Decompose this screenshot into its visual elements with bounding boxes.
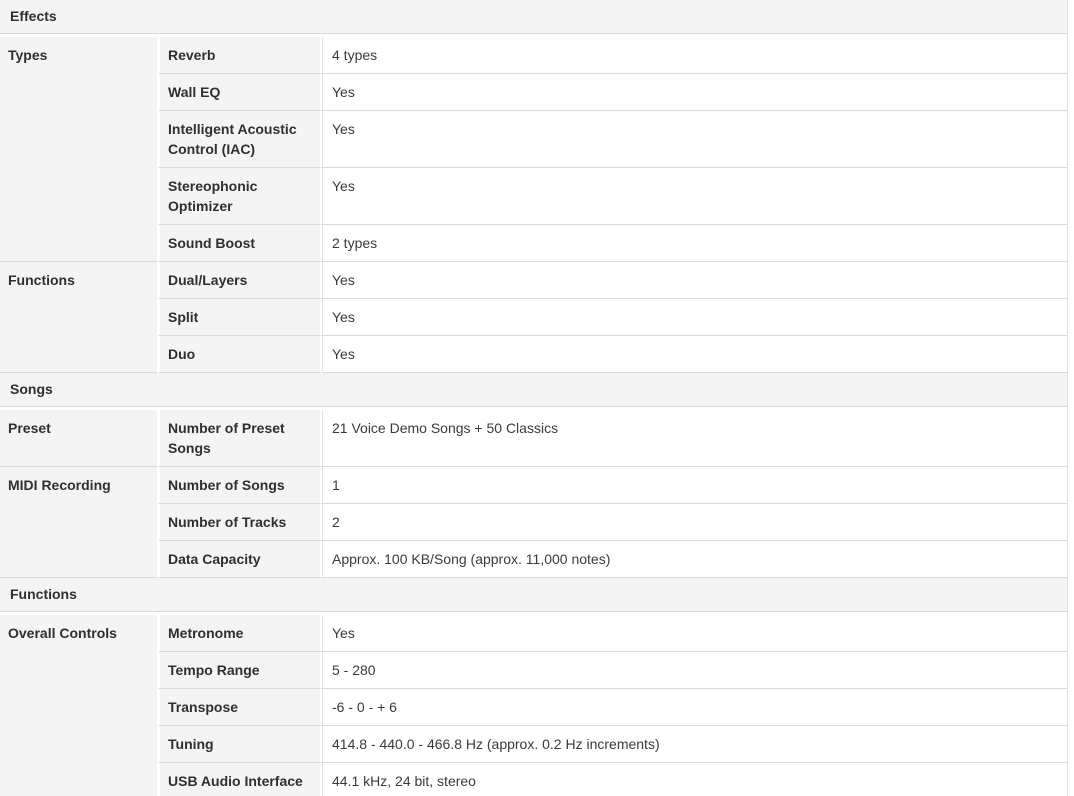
spec-value-cell: 2: [322, 504, 1067, 541]
spec-value-cell: Yes: [322, 336, 1067, 373]
section-rows: [0, 410, 1067, 578]
group-name-cell: Preset: [0, 410, 157, 467]
spec-value-cell: 2 types: [322, 225, 1067, 262]
spec-label-cell: Duo: [157, 336, 322, 373]
spec-label-cell: Reverb: [157, 37, 322, 74]
spec-value-cell: Yes: [322, 299, 1067, 336]
section-rows: [0, 37, 1067, 373]
group-name-cell: Types: [0, 37, 157, 262]
spec-label-cell: Number of Preset Songs: [157, 410, 322, 467]
spec-label-cell: USB Audio Interface: [157, 763, 322, 796]
spec-value-cell: Yes: [322, 262, 1067, 299]
spec-label-cell: Number of Songs: [157, 467, 322, 504]
spec-label-cell: Metronome: [157, 615, 322, 652]
spec-value-cell: Yes: [322, 615, 1067, 652]
spec-value-cell: 5 - 280: [322, 652, 1067, 689]
spec-label-cell: Number of Tracks: [157, 504, 322, 541]
spec-label-cell: Dual/Layers: [157, 262, 322, 299]
section-header: Functions: [0, 578, 1067, 612]
spec-label-cell: Split: [157, 299, 322, 336]
spec-label-cell: Intelligent Acoustic Control (IAC): [157, 111, 322, 168]
spec-label-cell: Tempo Range: [157, 652, 322, 689]
spec-value-cell: -6 - 0 - + 6: [322, 689, 1067, 726]
spec-value-cell: Yes: [322, 74, 1067, 111]
group-name-cell: MIDI Recording: [0, 467, 157, 578]
section-rows: [0, 615, 1067, 796]
spec-label-cell: Wall EQ: [157, 74, 322, 111]
spec-label-cell: Sound Boost: [157, 225, 322, 262]
spec-value-cell: 21 Voice Demo Songs + 50 Classics: [322, 410, 1067, 467]
spec-label-cell: Data Capacity: [157, 541, 322, 578]
section-header: Effects: [0, 0, 1067, 34]
spec-value-cell: 414.8 - 440.0 - 466.8 Hz (approx. 0.2 Hz increments): [322, 726, 1067, 763]
spec-value-cell: 44.1 kHz, 24 bit, stereo: [322, 763, 1067, 796]
group-name-cell: Overall Controls: [0, 615, 157, 796]
spec-value-cell: Yes: [322, 168, 1067, 225]
spec-value-cell: Approx. 100 KB/Song (approx. 11,000 notes): [322, 541, 1067, 578]
spec-value-cell: 1: [322, 467, 1067, 504]
spec-value-cell: 4 types: [322, 37, 1067, 74]
spec-label-cell: Stereophonic Optimizer: [157, 168, 322, 225]
group-name-cell: Functions: [0, 262, 157, 373]
spec-label-cell: Tuning: [157, 726, 322, 763]
spec-value-cell: Yes: [322, 111, 1067, 168]
spec-label-cell: Transpose: [157, 689, 322, 726]
section-header: Songs: [0, 373, 1067, 407]
